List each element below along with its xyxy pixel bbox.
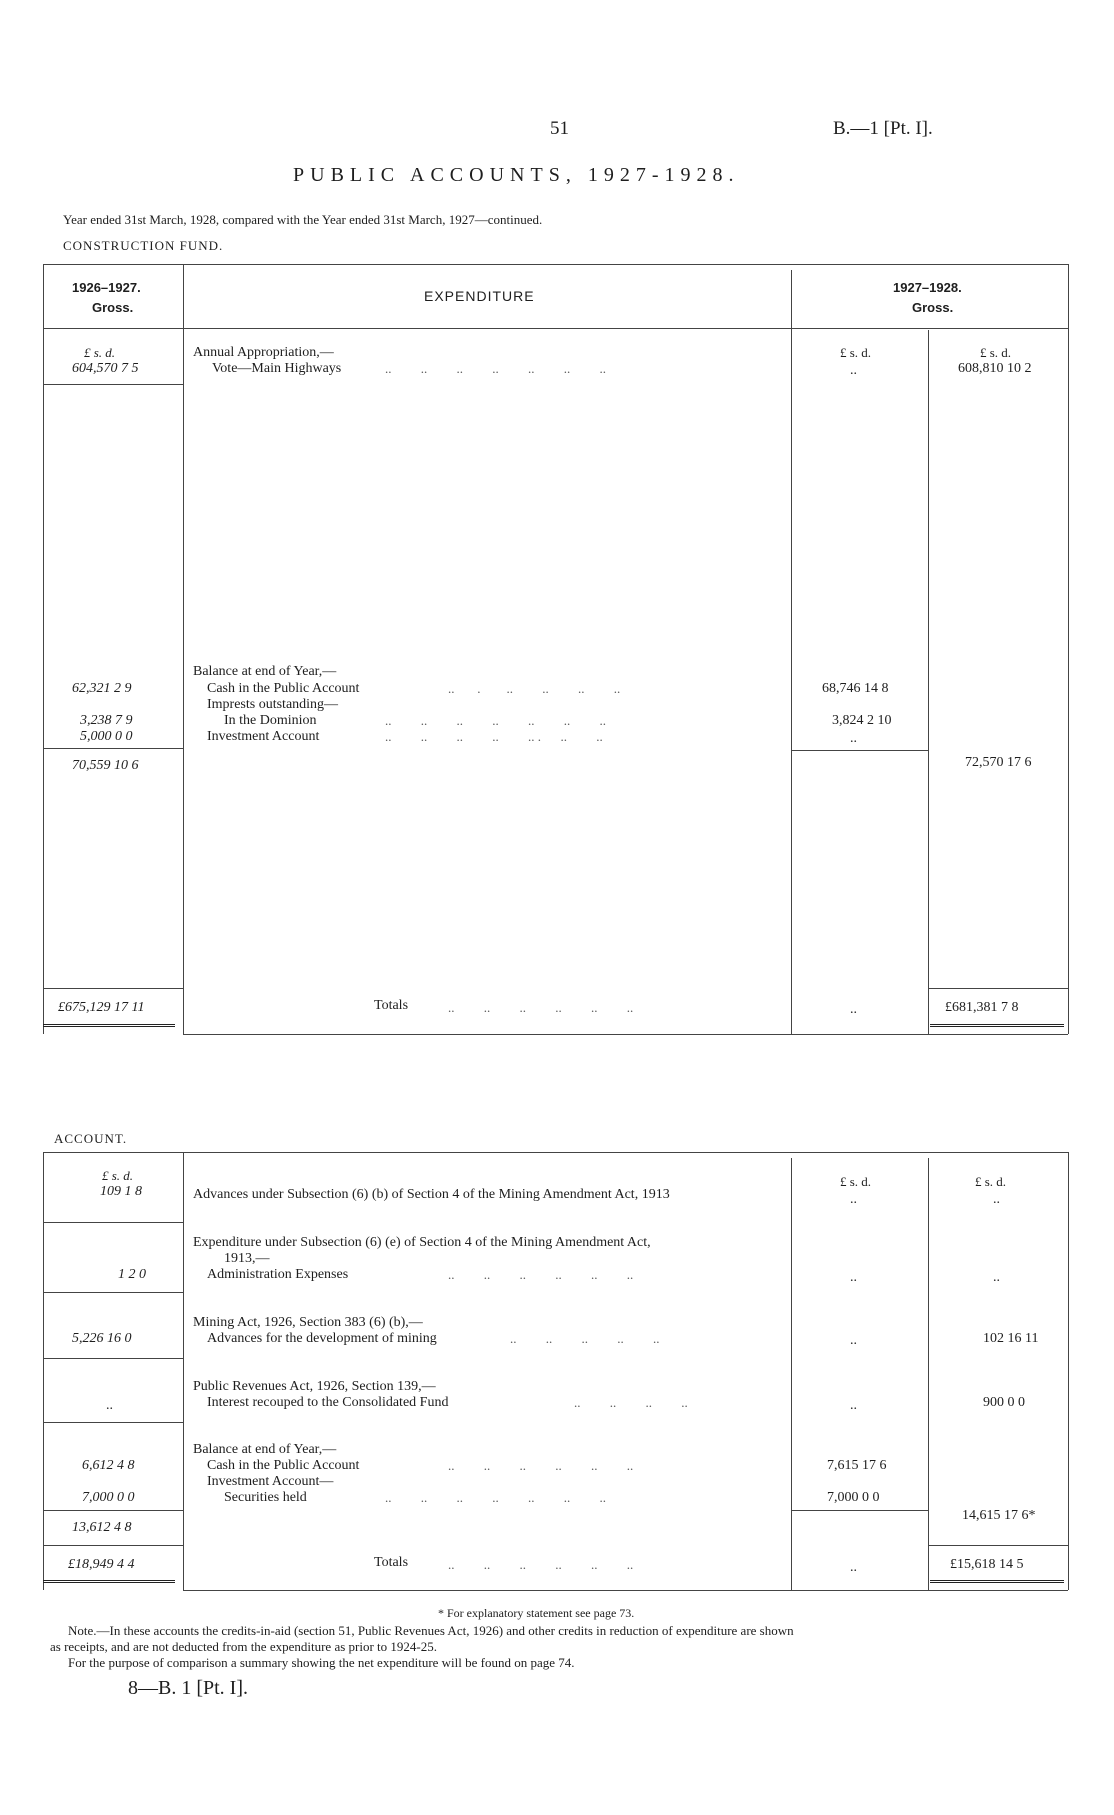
balance-b-value: 72,570 17 6: [965, 755, 1032, 770]
totals-label: Totals: [374, 998, 409, 1013]
adv-b-value: ..: [993, 1192, 1000, 1207]
admin-b-value: ..: [993, 1270, 1000, 1285]
col-header-1927: 1927–1928.: [893, 280, 962, 295]
leader-dots: .. .. .. .. .. .. ..: [385, 361, 606, 376]
leader-dots: .. .. .. .. .. ..: [448, 1000, 634, 1015]
totals-prev-value: £675,129 17 11: [58, 1000, 145, 1015]
row-advances-subsection: Advances under Subsection (6) (b) of Section 4 of the Mining Amendment Act, 1913: [193, 1187, 670, 1202]
admin-a-value: ..: [850, 1270, 857, 1285]
balance-prev-rule: [43, 748, 183, 749]
col2-divider-2: [791, 1158, 792, 1590]
leader-dots: .. .. .. .. .. ..: [448, 1458, 634, 1473]
pra-a-value: ..: [850, 1398, 857, 1413]
row1-b-value: 608,810 10 2: [958, 361, 1032, 376]
pra-b-value: 900 0 0: [983, 1395, 1025, 1410]
admin-rule: [43, 1292, 183, 1293]
col-header-1926-gross: Gross.: [92, 300, 134, 315]
page-number: 51: [550, 118, 569, 139]
leader-dots: .. .. .. .. .. ..: [448, 1267, 634, 1282]
adv-rule: [43, 1222, 183, 1223]
cash2-a-value: 7,615 17 6: [827, 1458, 887, 1473]
row-investment-account: Investment Account: [207, 729, 320, 744]
sec-a-value: 7,000 0 0: [827, 1490, 880, 1505]
units-a: £ s. d.: [840, 345, 872, 360]
col-divider-2: [791, 270, 792, 1034]
footnote-star: * For explanatory statement see page 73.: [438, 1606, 635, 1620]
balance2-prev-rule: [43, 1510, 183, 1511]
dominion-a-value: 3,824 2 10: [832, 713, 892, 728]
mining-a-value: ..: [850, 1333, 857, 1348]
row-advances-development: Advances for the development of mining: [207, 1331, 437, 1346]
units2-prev: £ s. d.: [102, 1168, 134, 1183]
page-title: PUBLIC ACCOUNTS, 1927-1928.: [293, 164, 740, 186]
account-name: ACCOUNT.: [54, 1131, 128, 1146]
col-divider-3: [928, 330, 929, 1034]
totals2-a-value: ..: [850, 1560, 857, 1575]
row-imprests-outstanding: Imprests outstanding—: [207, 697, 339, 712]
leader-dots: .. .. .. .. .. .. ..: [385, 713, 606, 728]
table-bottom-rule: [183, 1034, 1068, 1035]
investment-prev-value: 5,000 0 0: [80, 729, 133, 744]
mining-rule: [43, 1358, 183, 1359]
pra-prev-value: ..: [106, 1398, 113, 1413]
leader-dots: .. . .. .. .. ..: [448, 681, 621, 696]
row-expenditure-subsection: Expenditure under Subsection (6) (e) of Section 4 of the Mining Amendment Act,: [193, 1235, 651, 1250]
units-b: £ s. d.: [980, 345, 1012, 360]
cash-a-value: 68,746 14 8: [822, 681, 889, 696]
left-border-2: [43, 1152, 44, 1590]
row2-investment-account: Investment Account—: [207, 1474, 334, 1489]
adv-prev-value: 109 1 8: [100, 1184, 142, 1199]
cash-prev-value: 62,321 2 9: [72, 681, 132, 696]
row2-cash-public-account: Cash in the Public Account: [207, 1458, 360, 1473]
table-top-rule: [43, 264, 1068, 265]
sec-prev-value: 7,000 0 0: [82, 1490, 135, 1505]
totals2-prev-double-rule: [43, 1580, 175, 1583]
row-main-highways: Vote—Main Highways: [212, 361, 342, 376]
units2-b: £ s. d.: [975, 1174, 1007, 1189]
leader-dots: .. .. .. .. .. .. ..: [385, 1490, 606, 1505]
col-header-1926: 1926–1927.: [72, 280, 141, 295]
totals-prev-rule-top: [43, 988, 183, 989]
page-subtitle: Year ended 31st March, 1928, compared with the Year ended 31st March, 1927—continued.: [63, 212, 543, 227]
row-cash-public-account: Cash in the Public Account: [207, 681, 360, 696]
balance2-prev-total: 13,612 4 8: [72, 1520, 132, 1535]
col-divider-1: [183, 264, 184, 1034]
col-header-expenditure: EXPENDITURE: [424, 288, 535, 304]
right-border: [1068, 264, 1069, 1034]
row-administration-expenses: Administration Expenses: [207, 1267, 349, 1282]
totals-b-rule-top: [928, 988, 1068, 989]
document-reference: B.—1 [Pt. I].: [833, 118, 933, 139]
row1-prev-rule: [43, 384, 183, 385]
footnote-note-line3: For the purpose of comparison a summary showing the net expenditure will be found on page 74.: [68, 1655, 575, 1670]
investment-a-value: ..: [850, 731, 857, 746]
table2-top-rule: [43, 1152, 1068, 1153]
totals2-prev-value: £18,949 4 4: [68, 1557, 135, 1572]
leader-dots: .. .. .. .. .. ..: [448, 1557, 634, 1572]
col-header-1927-gross: Gross.: [912, 300, 954, 315]
totals2-b-double-rule: [930, 1580, 1064, 1583]
balance2-a-rule: [791, 1510, 928, 1511]
row-public-revenues-act: Public Revenues Act, 1926, Section 139,—: [193, 1379, 436, 1394]
row-expenditure-year: 1913,—: [224, 1251, 270, 1266]
totals-a-value: ..: [850, 1002, 857, 1017]
leader-dots: .. .. .. .. ..: [510, 1331, 660, 1346]
mining-b-value: 102 16 11: [983, 1331, 1039, 1346]
balance-a-rule: [791, 750, 928, 751]
page-signature: 8—B. 1 [Pt. I].: [128, 1677, 248, 1699]
row-interest-recouped: Interest recouped to the Consolidated Fund: [207, 1395, 449, 1410]
col2-divider-1: [183, 1152, 184, 1590]
mining-prev-value: 5,226 16 0: [72, 1331, 132, 1346]
cash2-prev-value: 6,612 4 8: [82, 1458, 135, 1473]
left-border: [43, 264, 44, 1034]
totals-prev-double-rule: [43, 1024, 175, 1027]
row-annual-appropriation: Annual Appropriation,—: [193, 345, 334, 360]
dominion-prev-value: 3,238 7 9: [80, 713, 133, 728]
pra-rule: [43, 1422, 183, 1423]
admin-prev-value: 1 2 0: [118, 1267, 146, 1282]
leader-dots: .. .. .. ..: [574, 1395, 688, 1410]
units2-a: £ s. d.: [840, 1174, 872, 1189]
right-border-2: [1068, 1152, 1069, 1590]
totals2-b-value: £15,618 14 5: [950, 1557, 1024, 1572]
totals2-label: Totals: [374, 1555, 409, 1570]
header-bottom-rule: [43, 328, 1068, 329]
adv-a-value: ..: [850, 1192, 857, 1207]
totals-b-value: £681,381 7 8: [945, 1000, 1019, 1015]
leader-dots: .. .. .. .. .. . .. ..: [385, 729, 603, 744]
row-mining-act: Mining Act, 1926, Section 383 (6) (b),—: [193, 1315, 423, 1330]
fund-name: CONSTRUCTION FUND.: [63, 238, 224, 253]
row2-securities-held: Securities held: [224, 1490, 307, 1505]
col2-divider-3: [928, 1158, 929, 1590]
table2-bottom-rule: [183, 1590, 1068, 1591]
footnote-note-line1: Note.—In these accounts the credits-in-aid (section 51, Public Revenues Act, 1926) and other credits in reduction of expenditure are shown: [68, 1623, 794, 1638]
row1-prev-value: 604,570 7 5: [72, 361, 139, 376]
footnote-note-line2: as receipts, and are not deducted from the expenditure as prior to 1924-25.: [50, 1639, 437, 1654]
balance-prev-total: 70,559 10 6: [72, 758, 139, 773]
row-in-the-dominion: In the Dominion: [224, 713, 317, 728]
totals2-b-rule-top: [928, 1545, 1068, 1546]
totals-b-double-rule: [930, 1024, 1064, 1027]
row-balance-end-year: Balance at end of Year,—: [193, 664, 337, 679]
row-balance2-end-year: Balance at end of Year,—: [193, 1442, 337, 1457]
row1-a-value: ..: [850, 363, 857, 378]
units-prev: £ s. d.: [84, 345, 116, 360]
balance2-b-value: 14,615 17 6*: [962, 1508, 1036, 1523]
totals2-prev-rule-top: [43, 1545, 183, 1546]
